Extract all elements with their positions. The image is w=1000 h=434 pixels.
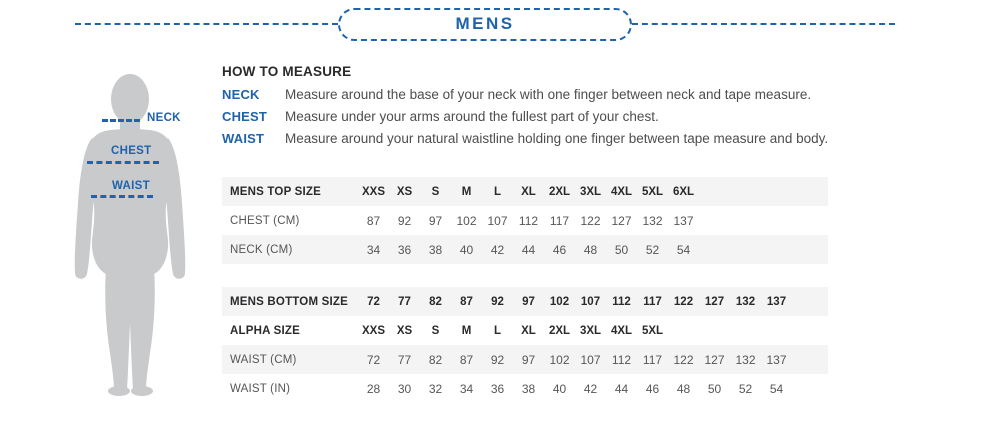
- size-cell: M: [461, 185, 472, 198]
- size-cell: 107: [580, 295, 601, 308]
- size-table-row: [222, 206, 828, 235]
- how-to-measure-section: [222, 64, 942, 145]
- size-cell: 112: [611, 352, 632, 367]
- size-cell: 87: [459, 352, 474, 367]
- size-cell: 117: [549, 213, 570, 228]
- size-cell: 2XL: [548, 185, 571, 198]
- size-cell: 34: [459, 381, 474, 396]
- size-cell: 137: [766, 295, 787, 308]
- size-cell: 137: [673, 213, 694, 228]
- size-cell: 42: [583, 381, 598, 396]
- size-cell: L: [493, 185, 502, 198]
- size-cell: 36: [397, 242, 412, 257]
- size-cell: 5XL: [641, 324, 664, 337]
- figure-neck-label: NECK: [147, 112, 181, 124]
- size-cell: 54: [769, 381, 784, 396]
- size-cell: 82: [429, 295, 442, 308]
- size-cell: 107: [487, 213, 508, 228]
- size-cell: 6XL: [672, 185, 695, 198]
- measure-text-waist: Measure around your natural waistline holding one finger between tape measure and body.: [285, 131, 829, 146]
- size-cell: 122: [673, 295, 694, 308]
- page-title: MENS: [455, 14, 515, 33]
- measure-instruction-neck: [222, 88, 942, 101]
- size-cell: 4XL: [610, 324, 633, 337]
- size-cell: 38: [428, 242, 443, 257]
- size-cell: 34: [366, 242, 381, 257]
- size-cell: 97: [428, 213, 443, 228]
- size-cell: 40: [459, 242, 474, 257]
- how-to-measure-title: HOW TO MEASURE: [222, 64, 352, 79]
- size-cell: 77: [397, 352, 412, 367]
- size-cell: M: [461, 324, 472, 337]
- size-row-label: MENS BOTTOM SIZE: [230, 295, 348, 308]
- size-cell: 132: [642, 213, 663, 228]
- chest-measure-line: [87, 161, 159, 164]
- size-cell: 77: [398, 295, 411, 308]
- size-cell: 48: [583, 242, 598, 257]
- size-cell: 72: [367, 295, 380, 308]
- banner-dashed-line-right: [632, 23, 895, 25]
- size-cell: 46: [645, 381, 660, 396]
- size-cell: 102: [549, 295, 570, 308]
- size-cell: 28: [366, 381, 381, 396]
- measure-text-chest: Measure under your arms around the fullest part of your chest.: [285, 109, 659, 124]
- size-cell: 82: [428, 352, 443, 367]
- size-row-label: NECK (CM): [230, 243, 293, 256]
- mens-bottom-size-table: [222, 287, 828, 403]
- size-cell: 92: [491, 295, 504, 308]
- size-cell: 127: [704, 295, 725, 308]
- size-table-row: [222, 345, 828, 374]
- size-cell: 50: [614, 242, 629, 257]
- size-cell: 2XL: [548, 324, 571, 337]
- size-cell: XS: [396, 185, 413, 198]
- size-cell: 132: [735, 352, 756, 367]
- size-cell: 107: [580, 352, 601, 367]
- size-table-row: [222, 374, 828, 403]
- size-cell: 3XL: [579, 185, 602, 198]
- size-cell: 54: [676, 242, 691, 257]
- size-cell: 38: [521, 381, 536, 396]
- size-cell: 72: [366, 352, 381, 367]
- banner-pill: [338, 8, 632, 41]
- size-cell: 40: [552, 381, 567, 396]
- male-silhouette-icon: [58, 68, 208, 398]
- size-cell: XXS: [361, 185, 385, 198]
- size-cell: 48: [676, 381, 691, 396]
- mens-top-size-table: [222, 177, 828, 264]
- size-cell: 36: [490, 381, 505, 396]
- size-cell: 42: [490, 242, 505, 257]
- size-cell: 52: [738, 381, 753, 396]
- size-cell: 127: [611, 213, 632, 228]
- size-cell: 112: [518, 213, 539, 228]
- size-row-label: MENS TOP SIZE: [230, 185, 322, 198]
- measure-label-neck: NECK: [222, 87, 260, 102]
- measure-instruction-chest: [222, 110, 942, 123]
- size-cell: 32: [428, 381, 443, 396]
- measure-text-neck: Measure around the base of your neck with one finger between neck and tape measure.: [285, 87, 812, 102]
- size-cell: 102: [456, 213, 477, 228]
- measure-label-waist: WAIST: [222, 131, 265, 146]
- size-cell: 3XL: [579, 324, 602, 337]
- size-row-label: ALPHA SIZE: [230, 324, 300, 337]
- size-cell: 137: [766, 352, 787, 367]
- size-cell: L: [493, 324, 502, 337]
- size-cell: XXS: [361, 324, 385, 337]
- size-cell: 117: [643, 295, 662, 308]
- size-cell: 122: [580, 213, 601, 228]
- size-cell: 97: [521, 352, 536, 367]
- size-table-row: [222, 177, 828, 206]
- waist-measure-line: [91, 195, 153, 198]
- size-cell: 127: [704, 352, 725, 367]
- size-cell: 4XL: [610, 185, 633, 198]
- size-table-row: [222, 235, 828, 264]
- measure-label-chest: CHEST: [222, 109, 268, 124]
- size-row-label: WAIST (IN): [230, 382, 291, 395]
- size-cell: XL: [521, 185, 536, 198]
- size-cell: XL: [521, 324, 536, 337]
- size-cell: S: [431, 185, 440, 198]
- size-row-label: WAIST (CM): [230, 353, 297, 366]
- size-cell: 102: [549, 352, 570, 367]
- size-row-label: CHEST (CM): [230, 214, 300, 227]
- size-cell: 5XL: [641, 185, 664, 198]
- figure-chest-label: CHEST: [111, 145, 152, 157]
- figure-waist-label: WAIST: [112, 180, 150, 192]
- size-cell: 44: [614, 381, 629, 396]
- size-cell: 132: [735, 295, 756, 308]
- size-cell: 30: [397, 381, 412, 396]
- size-cell: 44: [521, 242, 536, 257]
- size-cell: 122: [673, 352, 694, 367]
- size-cell: S: [431, 324, 440, 337]
- size-cell: 92: [397, 213, 412, 228]
- body-measurement-figure: [58, 68, 208, 398]
- size-table-row: [222, 316, 828, 345]
- banner-dashed-line-left: [75, 23, 338, 25]
- measure-instruction-waist: [222, 132, 942, 145]
- size-cell: 46: [552, 242, 567, 257]
- size-cell: 92: [490, 352, 505, 367]
- size-cell: XS: [396, 324, 413, 337]
- size-cell: 52: [645, 242, 660, 257]
- size-cell: 112: [612, 295, 631, 308]
- size-cell: 87: [460, 295, 473, 308]
- size-cell: 97: [522, 295, 535, 308]
- section-banner: [75, 7, 895, 41]
- size-cell: 117: [642, 352, 663, 367]
- size-cell: 50: [707, 381, 722, 396]
- size-table-row: [222, 287, 828, 316]
- neck-measure-line: [102, 119, 140, 122]
- size-cell: 87: [366, 213, 381, 228]
